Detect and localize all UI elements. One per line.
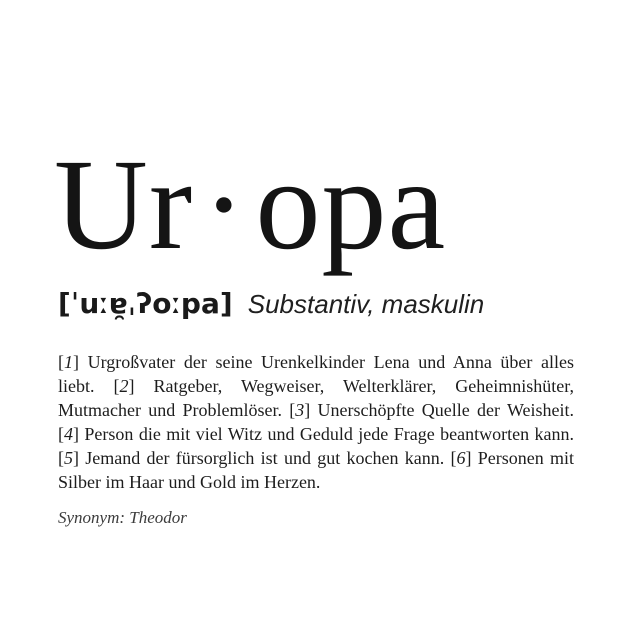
sense-marker: [4] [58, 424, 79, 444]
synonym-line: Synonym: Theodor [58, 508, 187, 527]
definition-text: [1] Urgroßvater der seine Urenkelkinder Lena und Anna über alles liebt. [2] Ratgeber, Wegweiser, Welterklärer, Geheimnishüter, Mutmacher und Problemlöser. [3] Unerschöpfte Quelle der Weisheit. [4] Person die mit viel Witz und Geduld jede Frage beantworten kann. [5] Jemand der fürsorglich ist und gut kochen kann. [6] Personen mit Silber im Haar und Gold im Herzen. [58, 352, 574, 492]
sense-marker: [3] [289, 400, 311, 420]
ipa-transcription: [ˈuːɐ̯ˌʔoːpa] [58, 287, 233, 320]
sense-marker: [2] [113, 376, 135, 396]
sense-marker: [5] [58, 448, 79, 468]
phonetic-line [58, 287, 484, 320]
word-title [54, 133, 447, 277]
word-part-1: Ur [54, 133, 194, 277]
word-part-2: opa [255, 133, 447, 277]
sense-marker: [1] [58, 352, 79, 372]
part-of-speech: Substantiv, maskulin [247, 289, 485, 319]
syllable-separator-dot: · [202, 133, 247, 277]
sense-marker: [6] [450, 448, 472, 468]
